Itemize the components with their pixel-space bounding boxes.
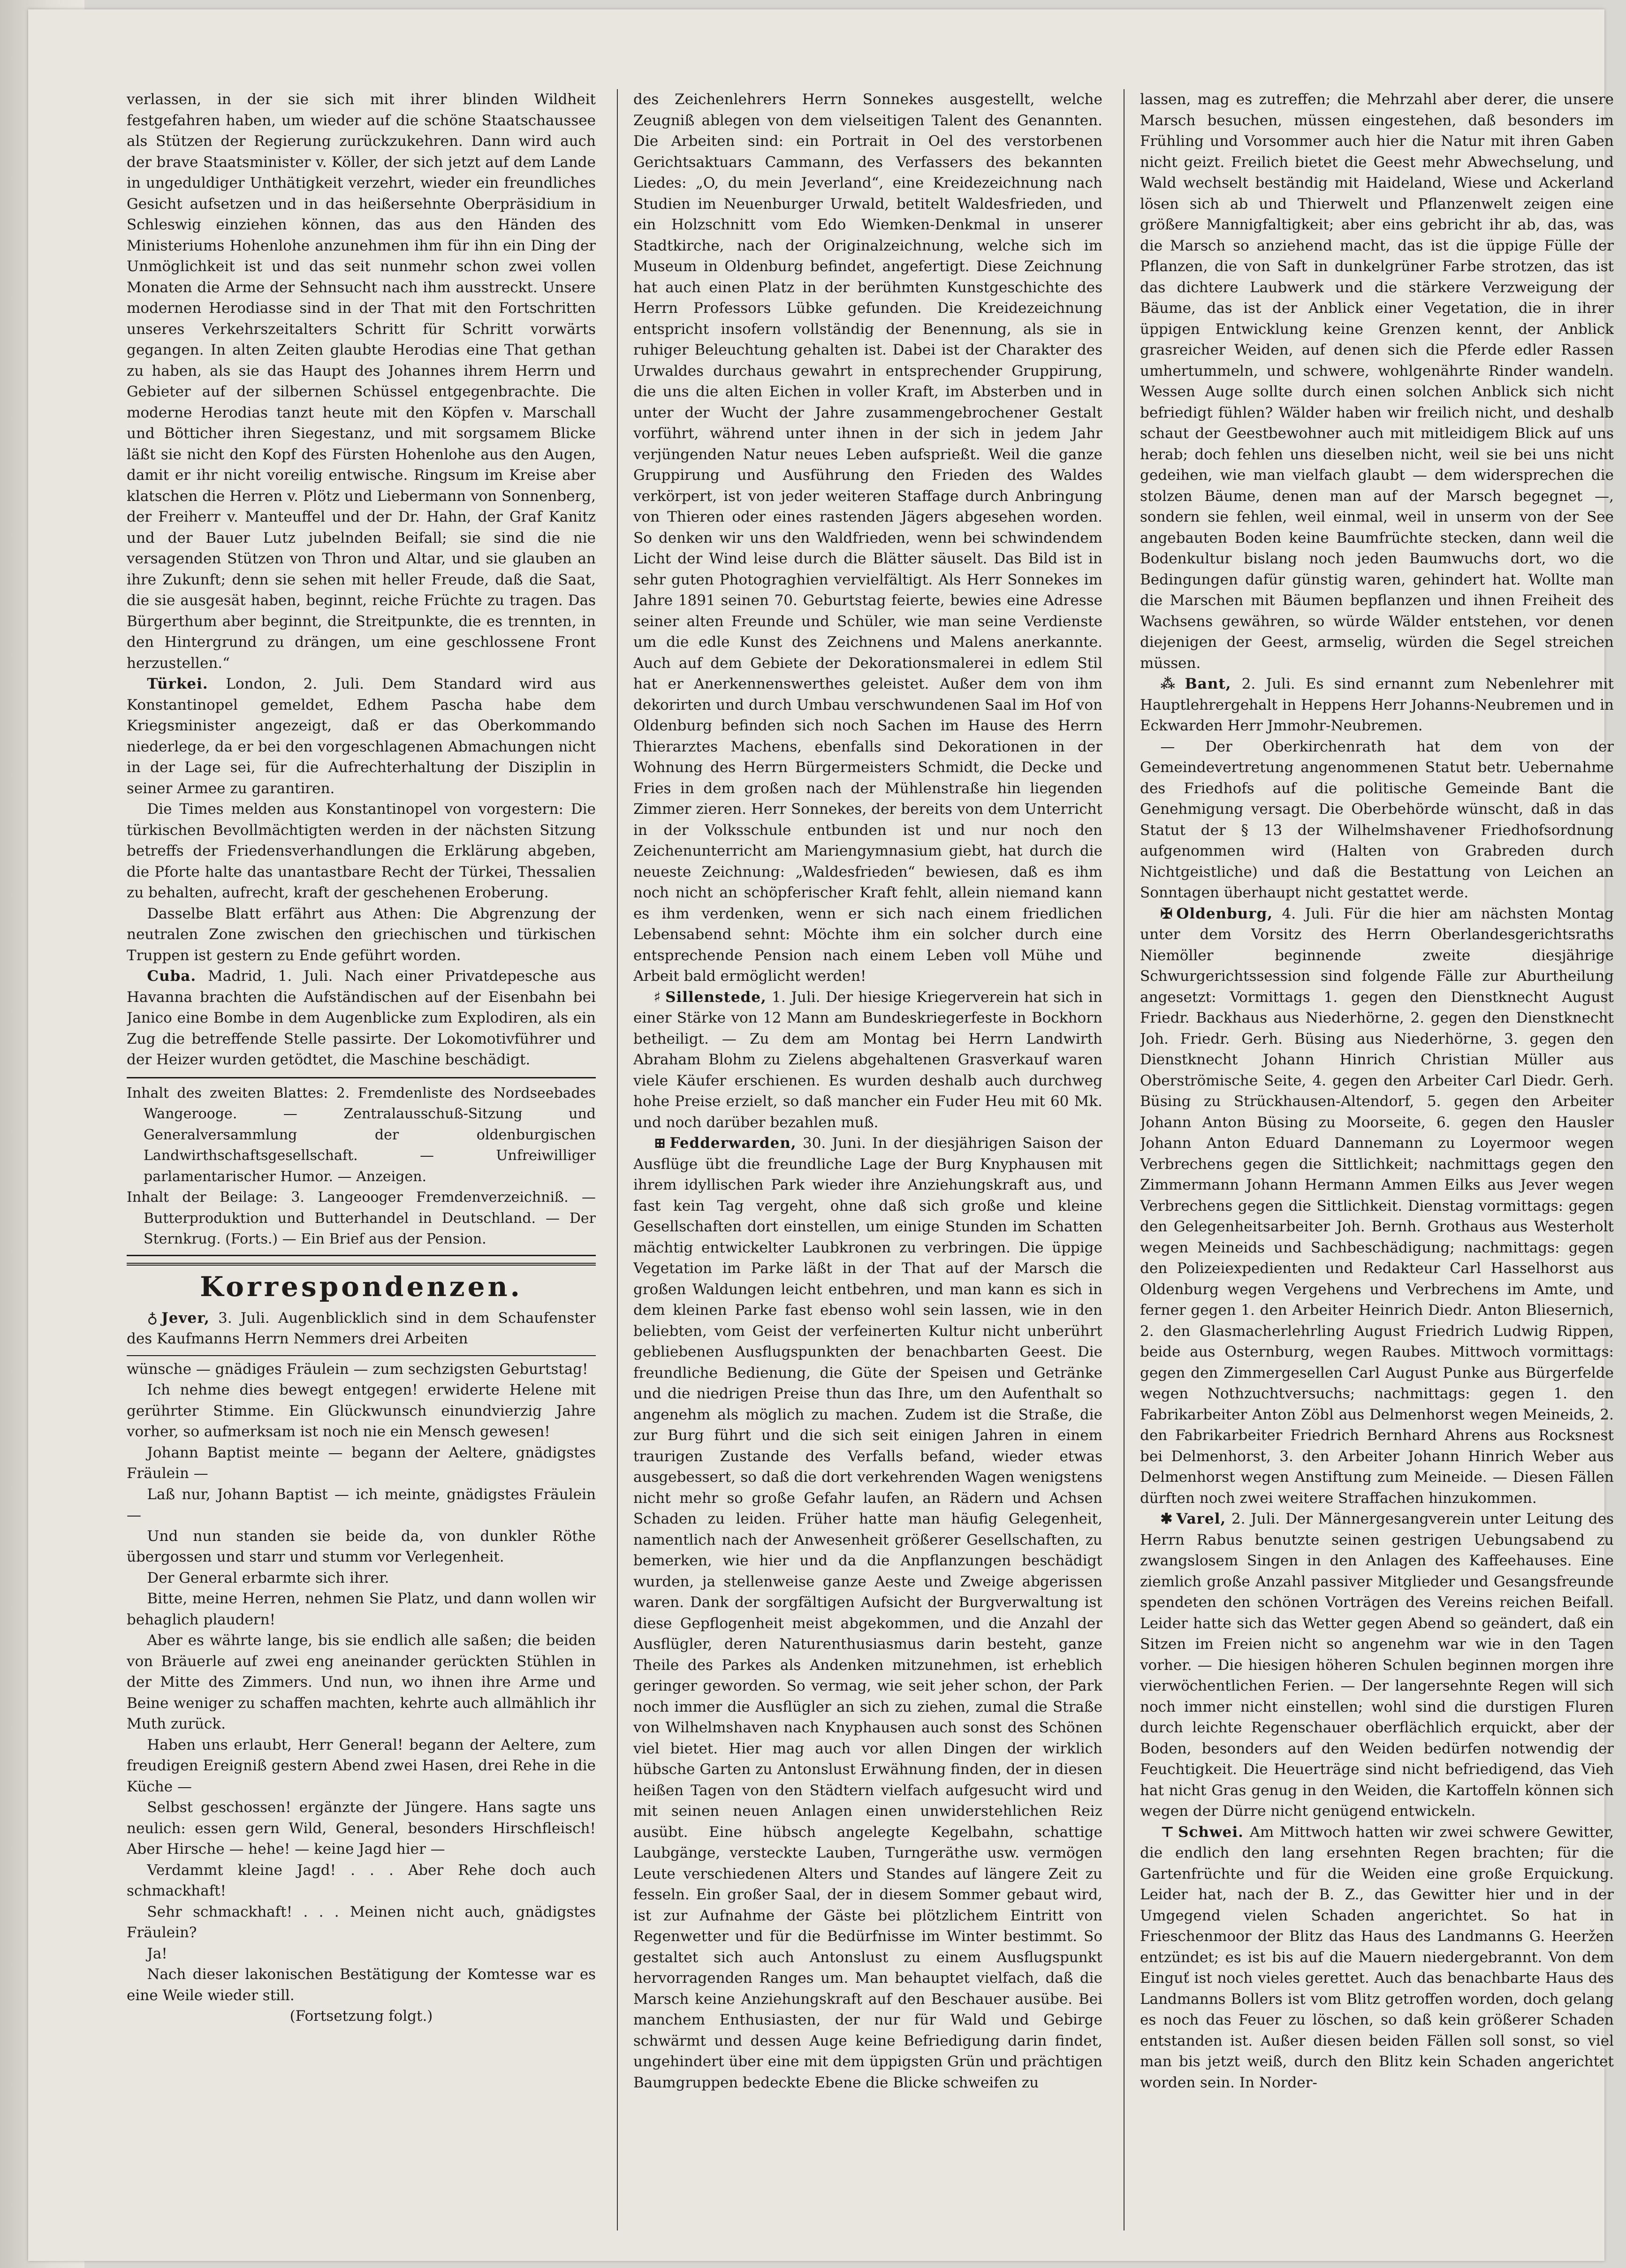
serial-text: Und nun standen sie beide da, von dunkler Röthe übergossen und starr und stumm vor Verlegenheit.: [127, 1527, 596, 1565]
article-text: 2. Juli. Es sind ernannt zum Nebenlehrer mit Hauptlehrergehalt in Heppens Herr Johanns-Neubremen und in Eckwarden Herr Jmmohr-Neubremen.: [1140, 675, 1614, 734]
article-text: London, 2. Juli. Dem Standard wird aus Konstantinopel gemeldet, Edhem Pascha habe dem Kriegsminister angezeigt, daß er das Oberkommando niederlege, da er bei den vorgeschlagenen Abmachungen nicht in der Lage sei, für die Aufrechterhaltung der Disziplin in seiner Armee zu garantiren.: [127, 675, 596, 797]
article-jever: [127, 1308, 596, 1350]
column-divider: [617, 89, 618, 2230]
place-symbol-icon: ⊤: [1160, 1823, 1175, 1841]
article-text: 3. Juli. Augenblicklich sind in dem Schaufenster des Kaufmanns Herrn Nemmers drei Arbeiten: [127, 1309, 596, 1347]
article-text: verlassen, in der sie sich mit ihrer blinden Wildheit festgefahren haben, um wieder auf die schöne Staatschaussee als Stützen der Regierung zurückzukehren. Dann wird auch der brave Staatsminister v. Köller, der sich jetzt auf dem Lande in ungeduldiger Unthätigkeit verzehrt, wieder ein freundliches Gesicht aufsetzen und in das heißersehnte Oberpräsidium in Schleswig einziehen können, das aus den Händen des Ministeriums Hohenlohe anzunehmen ihm für ihn ein Ding der Unmöglichkeit ist und das seit nunmehr schon zwei vollen Monaten die Arme der Sehnsucht nach ihm ausstreckt. Unsere modernen Herodiasse sind in der That mit den Fortschritten unseres Verkehrszeitalters Schritt für Schritt vorwärts gegangen. In alten Zeiten glaubte Herodias eine That gethan zu haben, als sie das Haupt des Johannes ihrem Herrn und Gebieter auf der silbernen Schüssel entgegenbrachte. Die moderne Herodias tanzt heute mit den Köpfen v. Marschall und Bötticher ihren Siegestanz, und mit sorgsamem Blicke läßt sie nicht den Kopf des Fürsten Hohenlohe aus den Augen, damit er ihr nicht voreilig entwische. Ringsum im Kreise aber klatschen die Herren v. Plötz und Liebermann von Sonnenberg, der Freiherr v. Manteuffel und der Dr. Hahn, der Graf Kanitz und der Bauer Lutz jubelnden Beifall; sie sind die nie versagenden Stützen von Thron und Altar, und sie glauben an ihre Zukunft; denn sie sehen mit heller Freude, daß die Saat, die sie ausgesät haben, beginnt, reiche Früchte zu tragen. Das Bürgerthum aber beginnt, die Streitpunkte, die es trennten, in den Hintergrund zu drängen, um eine geschlossene Front herzustellen.“: [127, 91, 596, 672]
serial-text: Haben uns erlaubt, Herr General! begann der Aeltere, zum freudigen Ereigniß gestern Abend zwei Hasen, drei Rehe in die Küche —: [127, 1736, 596, 1795]
place-heading: Sillenstede,: [665, 988, 767, 1006]
serial-text: Ja!: [147, 1945, 167, 1962]
serial-text: Verdammt kleine Jagd! . . . Aber Rehe doch auch schmackhaft!: [127, 1861, 596, 1899]
serial-novel: [127, 1355, 596, 2027]
contents-beilage: Inhalt der Beilage: 3. Langeooger Fremdenverzeichniß. — Butterproduktion und Butterhandel in Deutschland. — Der Sternkrug. (Forts.) — Ein Brief aus der Pension.: [127, 1189, 596, 1247]
article-text: des Zeichenlehrers Herrn Sonnekes ausgestellt, welche Zeugniß ablegen von dem vielseitigen Talent des Genannten. Die Arbeiten sind: ein Portrait in Oel des verstorbenen Gerichtsaktuars Cammann, des Verfassers des bekannten Liedes: „O, du mein Jeverland“, eine Kreidezeichnung nach Studien im Neuenburger Urwald, betitelt Waldesfrieden, und ein Holzschnitt vom Edo Wiemken-Denkmal in unserer Stadtkirche, nach der Originalzeichnung, welche sich im Museum in Oldenburg befindet, angefertigt. Diese Zeichnung hat auch einen Platz in der berühmten Kunstgeschichte des Herrn Professors Lübke gefunden. Die Kreidezeichnung entspricht insofern vollständig der Benennung, als sie in ruhiger Beleuchtung gehalten ist. Dabei ist der Charakter des Urwaldes durchaus gewahrt in entsprechender Gruppirung, die uns die alten Eichen in voller Kraft, im Absterben und in unter der Wucht der Jahre zusammengebrochener Gestalt vorführt, während unter ihnen in der sich in jedem Jahr verjüngenden Natur neues Leben aufsprießt. Weil die ganze Gruppirung und Ausführung den Frieden des Waldes verkörpert, ist von jeder weiteren Staffage durch Anbringung von Thieren oder eines rastenden Jägers abgesehen worden. So denken wir uns den Waldfrieden, wenn bei schwindendem Licht der Wind leise durch die Blätter säuselt. Das Bild ist in sehr guten Photograghien vervielfältigt. Als Herr Sonnekes im Jahre 1891 seinen 70. Geburtstag feierte, bewies eine Adresse seiner alten Freunde und Schüler, wie man seine Verdienste um die edle Kunst des Zeichnens und Malens anerkannte. Auch auf dem Gebiete der Dekorationsmalerei in edlem Stil hat er Anerkennenswerthes geleistet. Außer dem von ihm dekorirten und durch Umbau verschwundenen Saal im Hof von Oldenburg befinden sich noch Sachen im Hause des Herrn Thierarztes Machens, ebenfalls sind Dekorationen in der Wohnung des Herrn Bürgermeisters Schmidt, die Decke und Fries in dem großen nach der Mühlenstraße hin liegenden Zimmer zieren. Herr Sonnekes, der bereits von dem Unterricht in der Volksschule entbunden ist und nur noch den Zeichenunterricht am Mariengymnasium giebt, hat durch die neueste Zeichnung: „Waldesfrieden“ bewiesen, daß es ihm noch nicht an schöpferischer Kraft fehlt, allein niemand kann es ihm verdenken, wenn er sich nach einem friedlichen Lebensabend sehnt: Möchte ihm ein solcher durch eine entsprechende Pension nach einem Leben voll Mühe und Arbeit bald ermöglicht werden!: [633, 91, 1102, 985]
place-heading: Varel,: [1176, 1510, 1226, 1527]
article-text: Am Mittwoch hatten wir zwei schwere Gewitter, die endlich den lang ersehnten Regen brachten; für die Gartenfrüchte und für die Weiden eine große Erquickung. Leider hat, nach der B. Z., das Gewitter hier und in der Umgegend vielen Schaden angerichtet. So hat in Frieschenmoor der Blitz das Haus des Landmanns G. Heeržen entzündet; es ist bis auf die Mauern niedergebrannt. Von dem Einguť ist noch vieles gerettet. Auch das benachbarte Haus des Landmanns Bollers ist vom Blitz getroffen worden, doch gelang es noch das Feuer zu löschen, so daß kein größerer Schaden entstanden ist. Außer diesen beiden Fällen soll sonst, so viel man bis jetzt weiß, durch den Blitz kein Schaden angerichtet worden sein. In Norder-: [1140, 1823, 1614, 2091]
serial-text: Selbst geschossen! ergänzte der Jüngere. Hans sagte uns neulich: essen gern Wild, General, besonders Hirschfleisch! Aber Hirsche — hehe! — keine Jagd hier —: [127, 1799, 596, 1858]
column-1: [127, 89, 596, 2240]
place-heading: Bant,: [1185, 675, 1231, 692]
serial-text: Sehr schmackhaft! . . . Meinen nicht auch, gnädigstes Fräulein?: [127, 1903, 596, 1941]
serial-text: Laß nur, Johann Baptist — ich meinte, gnädigstes Fräulein —: [127, 1486, 596, 1524]
article-text: Madrid, 1. Juli. Nach einer Privatdepesche aus Havanna brachten die Aufständischen auf der Eisenbahn bei Janico eine Bombe in dem Augenblicke zum Explodiren, als ein Zug die betreffende Stelle passirte. Der Lokomotivführer und der Heizer wurden getödtet, die Maschine beschädigt.: [127, 968, 596, 1068]
section-heading: Türkei.: [147, 675, 208, 692]
contents-box: [127, 1077, 596, 1256]
article-tuerkei: [127, 674, 596, 799]
article-sillenstede: [633, 987, 1102, 1133]
place-heading: Fedderwarden,: [669, 1135, 797, 1152]
article-text: 4. Juli. Für die hier am nächsten Montag unter dem Vorsitz des Herrn Oberlandesgerichtsraths Niemöller beginnende zweite diesjährige Schwurgerichtssession sind folgende Fälle zur Aburtheilung angesetzt: Vormittags 1. gegen den Dienstknecht August Friedr. Backhaus aus Niederhörne, 2. gegen den Dienstknecht Joh. Friedr. Gerh. Büsing aus Niederhörne, 3. gegen den Dienstknecht Johann Hinrich Christian Müller aus Oberströmische Seite, 4. gegen den Arbeiter Carl Diedr. Gerh. Büsing zu Strückhausen-Altendorf, 5. gegen den Arbeiter Johann Anton Büsing zu Moorseite, 6. gegen den Hausler Johann Anton Eduard Dannemann zu Loyermoor wegen Verbrechens gegen die Sittlichkeit; nachmittags gegen den Zimmermann Johann Hermann Ammen Eilks aus Jever wegen Verbrechens gegen die Sittlichkeit. Dienstag vormittags: gegen den Gelegenheitsarbeiter Joh. Bernh. Grothaus aus Westerholt wegen Meineids und Sachbeschädigung; nachmittags: gegen den Polizeiexpedienten und Redakteur Carl Hasselhorst aus Oldenburg wegen Vergehens und Verbrechens im Amte, und ferner gegen 1. den Arbeiter Heinrich Diedr. Anton Bliesernich, 2. den Glasmacherlehrling August Friedrich Ludwig Rippen, beide aus Osternburg, wegen Raubes. Mittwoch vormittags: gegen den Zimmergesellen Carl August Punke aus Bürgerfelde wegen Nothzuchtversuchs; nachmittags: gegen 1. den Fabrikarbeiter Anton Zöbl aus Delmenhorst wegen Meineids, 2. den Fabrikarbeiter Friedrich Bernhard Ahrens aus Rocksnest bei Delmenhorst, 3. den Arbeiter Johann Hinrich Weber aus Delmenhorst wegen Anstiftung zum Meineide. — Diesen Fällen dürften noch zwei weitere Straffachen hinzukommen.: [1140, 905, 1614, 1507]
column-2: [633, 89, 1102, 2240]
article-fedderwarden: [633, 1133, 1102, 2093]
contents-blatt: Inhalt des zweiten Blattes: 2. Fremdenliste des Nordseebades Wangerooge. — Zentralausschuß-Sitzung und Generalversammlung der oldenburgischen Landwirthschaftsgesellschaft. — Unfreiwilliger parlamentarischer Humor. — Anzeigen.: [127, 1085, 596, 1185]
place-symbol-icon: ♯: [653, 988, 662, 1006]
article-varel: [1140, 1509, 1614, 1822]
article-text: 30. Juni. In der diesjährigen Saison der Ausflüge übt die freundliche Lage der Burg Knyphausen mit ihrem idyllischen Park wieder ihre Anziehungskraft aus, und fast kein Tag vergeht, ohne daß sich große und kleine Gesellschaften dort einstellen, um einige Stunden im Schatten mächtig entwickelter Laubkronen zu verbringen. Die üppige Vegetation im Parke läßt in der That auf der Marsch die großen Waldungen leicht entbehren, und man kann es sich in dem kleinen Parke fast ebenso wohl sein lassen, wie in den beliebten, vom Geist der verfeinerten Kultur nicht unberührt gebliebenen Ausflugspunkten der benachbarten Geest. Die freundliche Bedienung, die Güte der Speisen und Getränke und die niedrigen Preise thun das Ihre, um den Aufenthalt so angenehm als möglich zu machen. Zudem ist die Straße, die zur Burg führt und die sich seit einigen Jahren in einem traurigen Zustande des Verfalls befand, wieder etwas ausgebessert, so daß die dort verkehrenden Wagen wenigstens nicht mehr so große Gefahr laufen, an Rädern und Achsen Schaden zu leiden. Früher hatte man häufig Gelegenheit, namentlich nach der Anwesenheit größerer Gesellschaften, zu bemerken, wie hier und da die Anpflanzungen beschädigt wurden, ja stellenweise ganze Aeste und Zweige abgerissen waren. Dank der sorgfältigen Aufsicht der Burgverwaltung ist diese Gepflogenheit meist abgekommen, und die Anzahl der Ausflügler, deren Naturenthusiasmus darin besteht, ganze Theile des Parkes als Andenken mitzunehmen, ist erheblich geringer geworden. So vermag, wie seit jeher schon, der Park noch immer die Ausflügler an sich zu ziehen, zumal die Straße von Wilhelmshaven nach Knyphausen auch sonst des Schönen viel bietet. Hier mag auch vor allen Dingen der wirklich hübsche Garten zu Antonslust Erwähnung finden, der in diesen heißen Tagen von den Städtern vielfach aufgesucht wird und mit seinen neuen Anlagen einen unwiderstehlichen Reiz ausübt. Eine hübsch angelegte Kegelbahn, schattige Laubgänge, versteckte Lauben, Turngeräthe usw. vermögen Leute verschiedenen Alters und Standes auf längere Zeit zu fesseln. Ein großer Saal, der in diesem Sommer gebaut wird, ist zur Aufnahme der Gäste bei plötzlichem Eintritt von Regenwetter und für die Bedürfnisse im Winter bestimmt. So gestaltet sich auch Antonslust zu einem Ausflugspunkt hervorragenden Ranges um. Man behauptet vielfach, daß die Marsch keine Anziehungskraft auf den Beschauer ausübe. Bei manchem Enthusiasten, der nur für Wald und Gebirge schwärmt und dessen Auge keine Befriedigung darin findet, ungehindert über eine mit dem üppigsten Grün und prächtigen Baumgruppen bedeckte Ebene die Blicke schweifen zu: [633, 1135, 1102, 2091]
article-text: 1. Juli. Der hiesige Kriegerverein hat sich in einer Stärke von 12 Mann am Bundeskriegerfeste in Bockhorn betheiligt. — Zu dem am Montag bei Herrn Landwirth Abraham Blohm zu Zielens abgehaltenen Grasverkauf waren viele Käufer erschienen. Es wurden deshalb auch durchweg hohe Preise erzielt, so daß mancher ein Fuder Heu mit 60 Mk. und noch darüber bezahlen muß.: [633, 988, 1102, 1131]
place-symbol-icon: ♁: [147, 1309, 158, 1327]
article-text: — Der Oberkirchenrath hat dem von der Gemeindevertretung angenommenen Statut betr. Uebernahme des Friedhofs auf die politische Gemeinde Bant die Genehmigung versagt. Die Oberbehörde wünscht, daß in das Statut der § 13 der Wilhelmshavener Friedhofsordnung aufgenommen wird (Halten von Grabreden durch Nichtgeistliche) und daß die Bestattung von Leichen an Sonntagen überhaupt nicht gestattet werde.: [1140, 738, 1614, 901]
article-oldenburg: [1140, 903, 1614, 1509]
serial-text: Bitte, meine Herren, nehmen Sie Platz, und dann wollen wir behaglich plaudern!: [127, 1590, 596, 1628]
article-schwei: [1140, 1822, 1614, 2094]
serial-text: Ich nehme dies bewegt entgegen! erwiderte Helene mit gerührter Stimme. Ein Glückwunsch einundvierzig Jahre vorher, so aufmerksam ist noch nie ein Mensch gewesen!: [127, 1381, 596, 1440]
article-text: lassen, mag es zutreffen; die Mehrzahl aber derer, die unsere Marsch besuchen, müssen eingestehen, daß besonders im Frühling und Vorsommer auch hier die Natur mit ihren Gaben nicht geizt. Freilich bietet die Geest mehr Abwechselung, und Wald wechselt beständig mit Haideland, Wiese und Ackerland lösen sich ab und Thierwelt und Pflanzenwelt zeigen eine größere Mannigfaltigkeit; aber eins gebricht ihr ab, das, was die Marsch so anziehend macht, das ist die üppige Fülle der Pflanzen, die von Saft in dunkelgrüner Farbe strotzen, das ist das dichtere Laubwerk und die stärkere Verzweigung der Bäume, das ist der Anblick einer Vegetation, die in ihrer üppigen Entwicklung keine Grenzen kennt, der Anblick grasreicher Weiden, auf denen sich die Pferde edler Rassen umhertummeln, und schwere, wohlgenährte Rinder wandeln. Wessen Auge sollte durch einen solchen Anblick sich nicht befriedigt fühlen? Wälder haben wir freilich nicht, und deshalb schaut der Geestbewohner auch mit mitleidigem Blick auf uns herab; doch fehlen uns dieselben nicht, weil sie bei uns nicht gedeihen, wie man vielfach glaubt — dem widersprechen die stolzen Bäume, denen man auf der Marsch begegnet —, sondern sie fehlen, weil einmal, weil in unserm von der See angebauten Boden keine Baumfrüchte stecken, dann weil die Bodenkultur bislang noch jeden Baumwuchs dort, wo die Bedingungen dafür günstig waren, gehindert hat. Wollte man die Marschen mit Bäumen bepflanzen und ihnen Freiheit des Wachsens gewähren, so würde Wälder entstehen, vor denen diejenigen der Geest, armselig, würden die Segel streichen müssen.: [1140, 91, 1614, 672]
place-heading: Oldenburg,: [1176, 905, 1273, 922]
place-heading: Schwei.: [1178, 1823, 1244, 1841]
article-text: 2. Juli. Der Männergesangverein unter Leitung des Herrn Rabus benutzte seinen gestrigen Uebungsabend zu zwangslosem Singen in den Anlagen des Kaffeehauses. Eine ziemlich große Anzahl passiver Mitglieder und Gesangsfreunde spendeten den schönen Vorträgen des Vereins reichen Beifall. Leider hatte sich das Wetter gegen Abend so geändert, daß ein Sitzen im Freien nicht so angenehm war wie in den Tagen vorher. — Die hiesigen höheren Schulen beginnen morgen ihre vierwöchentlichen Ferien. — Der langersehnte Regen will sich noch immer nicht einstellen; wohl sind die durstigen Fluren durch leichte Regenschauer oberflächlich erquickt, aber der Boden, besonders auf den Weiden bedürfen notwendig der Feuchtigkeit. Die Heuerträge sind nicht befriedigend, das Vieh hat nicht Gras genug in den Weiden, die Kartoffeln können sich wegen der Dürre nicht genügend entwickeln.: [1140, 1510, 1614, 1820]
place-symbol-icon: ✱: [1160, 1510, 1173, 1527]
korrespondenzen-title: Korrespondenzen.: [127, 1263, 596, 1308]
serial-continuation: (Fortsetzung folgt.): [289, 2008, 433, 2025]
article-cuba: [127, 966, 596, 1070]
serial-text: Der General erbarmte sich ihrer.: [147, 1569, 389, 1586]
column-divider: [1124, 89, 1125, 2230]
serial-text: Nach dieser lakonischen Bestätigung der Komtesse war es eine Weile wieder still.: [127, 1966, 596, 2004]
serial-text: Johann Baptist meinte — begann der Aeltere, gnädigstes Fräulein —: [127, 1444, 596, 1482]
column-3: [1140, 89, 1614, 2240]
article-text: Dasselbe Blatt erfährt aus Athen: Die Abgrenzung der neutralen Zone zwischen den griechischen und türkischen Truppen ist gestern zu Ende geführt worden.: [127, 905, 596, 964]
place-symbol-icon: ⊞: [653, 1135, 666, 1152]
serial-text: wünsche — gnädiges Fräulein — zum sechzigsten Geburtstag!: [127, 1360, 588, 1378]
serial-text: Aber es währte lange, bis sie endlich alle saßen; die beiden von Bräuerle auf zwei eng aneinander gerückten Stühlen in der Mitte des Zimmers. Und nun, wo ihnen ihre Arme und Beine weniger zu schaffen machten, kehrte auch allmählich ihr Muth zurück.: [127, 1632, 596, 1732]
section-heading: Cuba.: [147, 968, 197, 985]
article-text: Die Times melden aus Konstantinopel von vorgestern: Die türkischen Bevollmächtigten werden in der nächsten Sitzung betreffs der Friedensverhandlungen die Erklärung abgeben, die Pforte halte das unantastbare Recht der Türkei, Thessalien zu behalten, aufrecht, kraft der geschehenen Eroberung.: [127, 801, 596, 901]
article-bant: [1140, 674, 1614, 736]
place-symbol-icon: ✠: [1160, 905, 1173, 922]
place-heading: Jever,: [161, 1309, 210, 1327]
place-symbol-icon: ⁂: [1160, 675, 1181, 692]
